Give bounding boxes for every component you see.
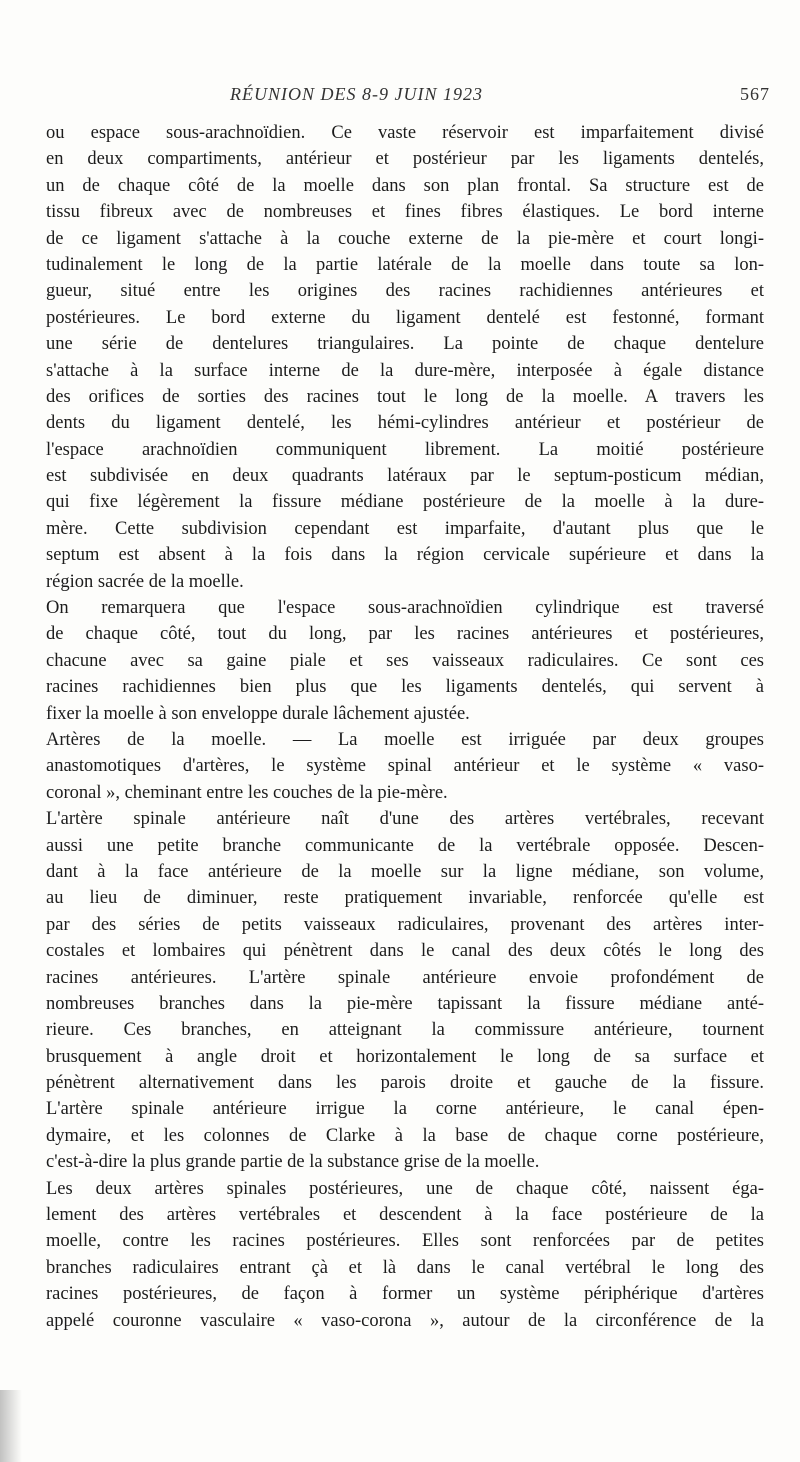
text-line: racines postérieures, de façon à former un système périphérique d'artères [46, 1284, 764, 1305]
text-line: racines antérieures. L'artère spinale antérieure envoie profondément de [46, 967, 764, 988]
text-line: région sacrée de la moelle. [46, 571, 244, 592]
running-header [230, 84, 770, 108]
text-line: nombreuses branches dans la pie-mère tapissant la fissure médiane anté- [46, 993, 764, 1014]
page-number: 567 [740, 84, 770, 104]
text-line: costales et lombaires qui pénètrent dans le canal des deux côtés le long des [46, 941, 764, 962]
text-line: dant à la face antérieure de la moelle sur la ligne médiane, son volume, [46, 861, 764, 882]
text-line: Les deux artères spinales postérieures, une de chaque côté, naissent éga- [46, 1178, 764, 1199]
text-line: tissu fibreux avec de nombreuses et fines fibres élastiques. Le bord interne [46, 202, 764, 223]
body-text [46, 120, 764, 1334]
text-line: fixer la moelle à son enveloppe durale lâchement ajustée. [46, 703, 470, 724]
text-line: au lieu de diminuer, reste pratiquement invariable, renforcée qu'elle est [46, 888, 764, 909]
text-line: Artères de la moelle. — La moelle est irriguée par deux groupes [46, 729, 764, 750]
page-edge-shadow [0, 1390, 22, 1462]
text-line: s'attache à la surface interne de la dure-mère, interposée à égale distance [46, 360, 764, 381]
text-line: en deux compartiments, antérieur et postérieur par les ligaments dentelés, [46, 149, 764, 170]
text-line: chacune avec sa gaine piale et ses vaisseaux radiculaires. Ce sont ces [46, 650, 764, 671]
text-line: aussi une petite branche communicante de la vertébrale opposée. Descen- [46, 835, 764, 856]
text-line: septum est absent à la fois dans la région cervicale supérieure et dans la [46, 545, 764, 566]
text-line: L'artère spinale antérieure naît d'une des artères vertébrales, recevant [46, 809, 764, 830]
text-line: un de chaque côté de la moelle dans son plan frontal. Sa structure est de [46, 175, 764, 196]
text-line: branches radiculaires entrant çà et là dans le canal vertébral le long des [46, 1257, 764, 1278]
text-line: brusquement à angle droit et horizontalement le long de sa surface et [46, 1046, 764, 1067]
text-line: mère. Cette subdivision cependant est imparfaite, d'autant plus que le [46, 518, 764, 539]
text-line: anastomotiques d'artères, le système spinal antérieur et le système « vaso- [46, 756, 764, 777]
running-title: RÉUNION DES 8-9 JUIN 1923 [230, 84, 483, 104]
text-line: par des séries de petits vaisseaux radiculaires, provenant des artères inter- [46, 914, 764, 935]
text-line: une série de dentelures triangulaires. La pointe de chaque dentelure [46, 334, 764, 355]
text-line: c'est-à-dire la plus grande partie de la substance grise de la moelle. [46, 1152, 540, 1173]
text-line: postérieures. Le bord externe du ligament dentelé est festonné, formant [46, 307, 764, 328]
text-line: lement des artères vertébrales et descendent à la face postérieure de la [46, 1205, 764, 1226]
text-line: On remarquera que l'espace sous-arachnoïdien cylindrique est traversé [46, 598, 764, 619]
text-line: de ce ligament s'attache à la couche externe de la pie-mère et court longi- [46, 228, 764, 249]
text-line: dymaire, et les colonnes de Clarke à la base de chaque corne postérieure, [46, 1125, 764, 1146]
text-line: appelé couronne vasculaire « vaso-corona », autour de la circonférence de la [46, 1310, 764, 1331]
text-line: dents du ligament dentelé, les hémi-cylindres antérieur et postérieur de [46, 413, 764, 434]
text-line: ou espace sous-arachnoïdien. Ce vaste réservoir est imparfaitement divisé [46, 123, 764, 143]
text-line: moelle, contre les racines postérieures. Elles sont renforcées par de petites [46, 1231, 764, 1252]
text-line: des orifices de sorties des racines tout le long de la moelle. A travers les [46, 386, 764, 407]
text-line: racines rachidiennes bien plus que les ligaments dentelés, qui servent à [46, 677, 764, 698]
text-line: tudinalement le long de la partie latérale de la moelle dans toute sa lon- [46, 254, 764, 275]
text-line: qui fixe légèrement la fissure médiane postérieure de la moelle à la dure- [46, 492, 764, 513]
text-line: rieure. Ces branches, en atteignant la commissure antérieure, tournent [46, 1020, 764, 1041]
text-line: pénètrent alternativement dans les parois droite et gauche de la fissure. [46, 1073, 764, 1094]
text-line: coronal », cheminant entre les couches de la pie-mère. [46, 782, 448, 803]
text-line: L'artère spinale antérieure irrigue la corne antérieure, le canal épen- [46, 1099, 764, 1120]
text-line: l'espace arachnoïdien communiquent librement. La moitié postérieure [46, 439, 764, 460]
text-line: de chaque côté, tout du long, par les racines antérieures et postérieures, [46, 624, 764, 645]
text-line: gueur, situé entre les origines des racines rachidiennes antérieures et [46, 281, 764, 302]
text-line: est subdivisée en deux quadrants latéraux par le septum-posticum médian, [46, 466, 764, 487]
